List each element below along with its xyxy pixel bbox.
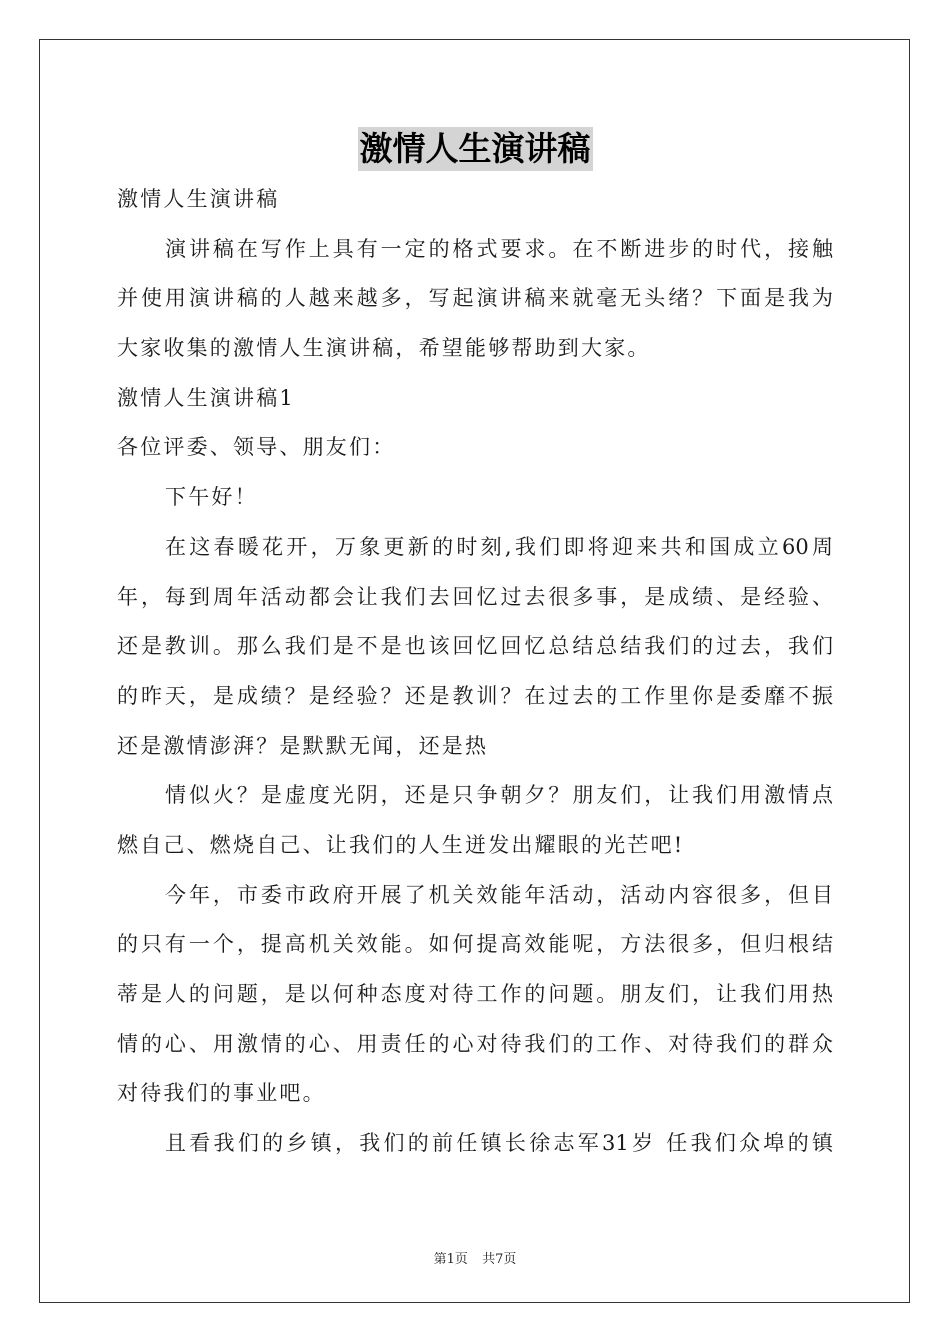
page-number-current: 第1页 (433, 1252, 468, 1267)
title-container (0, 127, 950, 171)
text-line: 燃自己、燃烧自己、让我们的人生迸发出耀眼的光芒吧! (117, 832, 685, 857)
text-line: 情的心、用激情的心、用责任的心对待我们的工作、对待我们的群众 (117, 1031, 833, 1056)
text-line: 今年，市委市政府开展了机关效能年活动，活动内容很多，但目 (165, 882, 833, 907)
text-line: 年，每到周年活动都会让我们去回忆过去很多事，是成绩、是经验、 (117, 584, 833, 609)
text-line: 情似火？是虚度光阴，还是只争朝夕？朋友们，让我们用激情点 (165, 783, 833, 808)
text-line: 演讲稿在写作上具有一定的格式要求。在不断进步的时代，接触 (165, 236, 833, 261)
document-title: 激情人生演讲稿 (358, 127, 593, 171)
text-line: 的昨天，是成绩？是经验？还是教训？在过去的工作里你是委靡不振 (117, 683, 833, 708)
page-number-total: 共7页 (482, 1252, 517, 1267)
text-line: 大家收集的激情人生演讲稿，希望能够帮助到大家。 (117, 336, 651, 361)
text-line: 并使用演讲稿的人越来越多，写起演讲稿来就毫无头绪？下面是我为 (117, 286, 833, 311)
text-line: 各位评委、领导、朋友们： (117, 435, 396, 460)
document-body (117, 175, 833, 1169)
text-line: 蒂是人的问题，是以何种态度对待工作的问题。朋友们，让我们用热 (117, 982, 833, 1006)
text-line: 的只有一个，提高机关效能。如何提高效能呢，方法很多，但归根结 (117, 932, 833, 957)
text-line: 还是教训。那么我们是不是也该回忆回忆总结总结我们的过去，我们 (117, 634, 833, 659)
text-line: 激情人生演讲稿1 (117, 385, 295, 410)
text-line: 且看我们的乡镇，我们的前任镇长徐志军31岁 任我们众埠的镇 (165, 1131, 833, 1156)
text-line: 对待我们的事业吧。 (117, 1081, 326, 1106)
text-line: 下午好！ (165, 485, 258, 510)
text-line: 激情人生演讲稿 (117, 187, 280, 211)
text-line: 在这春暖花开，万象更新的时刻,我们即将迎来共和国成立60周 (165, 534, 833, 559)
page-footer (0, 1248, 950, 1267)
text-line: 还是激情澎湃？是默默无闻，还是热 (117, 733, 489, 758)
